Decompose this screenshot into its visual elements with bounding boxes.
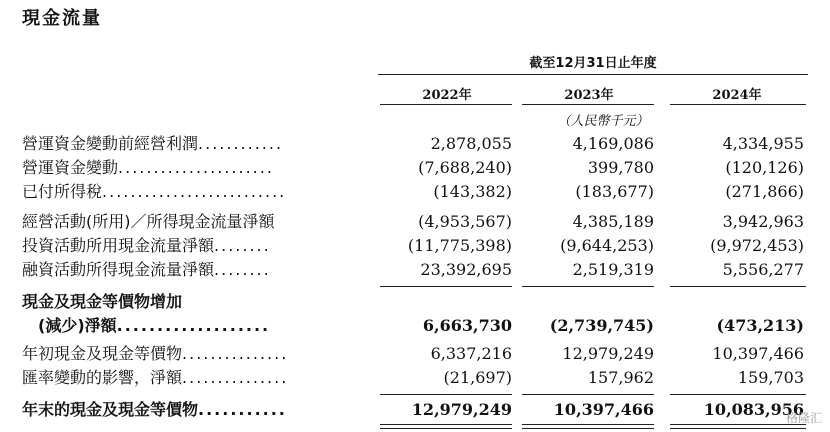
double-rule-2022 [380, 424, 512, 429]
watermark-logo: 格隆汇 [785, 411, 822, 425]
row-label: 匯率變動的影響，淨額............... [22, 368, 289, 387]
value-2022: (143,382) [433, 182, 512, 201]
table-row [0, 132, 830, 156]
net-change-label-line2: (減少)淨額................... [38, 316, 271, 335]
year-2022: 2022年 [422, 88, 472, 103]
value-2022: (21,697) [443, 368, 512, 387]
value-2023: 2,519,319 [572, 260, 654, 279]
row-label: 經營活動(所用)／所得現金流量淨額 [22, 212, 275, 231]
ending-balance-row [0, 398, 830, 422]
value-2023: 157,962 [587, 368, 654, 387]
double-rule-2023 [522, 424, 654, 429]
total-rule-2023 [522, 394, 654, 395]
table-row [0, 180, 830, 204]
value-2023: 4,385,189 [572, 212, 654, 231]
row-label: 投資活動所用現金流量淨額........ [22, 236, 271, 255]
year-underline-2022 [380, 104, 512, 105]
value-2022: 23,392,695 [420, 260, 512, 279]
value-2022: (7,688,240) [418, 158, 512, 177]
table-row [0, 234, 830, 258]
year-2023: 2023年 [564, 88, 614, 103]
value-2024: (9,972,453) [710, 236, 804, 255]
total-rule-2022 [380, 394, 512, 395]
row-label: 年初現金及現金等價物............... [22, 344, 289, 363]
row-label: 已付所得稅.......................... [22, 182, 287, 201]
year-underline-2024 [670, 104, 806, 105]
value-2024: 4,334,955 [722, 134, 804, 153]
value-2023: 12,979,249 [562, 344, 654, 363]
value-2024: 3,942,963 [722, 212, 804, 231]
value-2023: (183,677) [575, 182, 654, 201]
value-2024: (473,213) [716, 316, 804, 335]
year-underline-2023 [522, 104, 654, 105]
unit-label: （人民幣千元） [557, 114, 649, 129]
value-2022: 2,878,055 [430, 134, 512, 153]
value-2023: 4,169,086 [572, 134, 654, 153]
value-2022: (11,775,398) [407, 236, 512, 255]
value-2024: 5,556,277 [722, 260, 804, 279]
net-change-label-line1: 現金及現金等價物增加 [22, 292, 183, 311]
subtotal-rule-2022 [380, 286, 512, 287]
table-row [0, 366, 830, 390]
table-row [0, 258, 830, 282]
year-2024: 2024年 [712, 88, 762, 103]
net-change-row [0, 314, 830, 338]
value-2023: (9,644,253) [560, 236, 654, 255]
total-rule-2024 [670, 394, 806, 395]
row-label: 營運資金變動前經營利潤............ [22, 134, 284, 153]
section-title: 現金流量 [22, 8, 102, 29]
value-2023: 10,397,466 [553, 400, 654, 419]
row-label: 營運資金變動...................... [22, 158, 274, 177]
row-label: 融資活動所得現金流量淨額........ [22, 260, 271, 279]
value-2024: 10,083,956 [703, 400, 804, 419]
value-2022: (4,953,567) [418, 212, 512, 231]
value-2024: (271,866) [725, 182, 804, 201]
value-2022: 6,663,730 [422, 316, 512, 335]
value-2022: 6,337,216 [430, 344, 512, 363]
value-2024: 10,397,466 [712, 344, 804, 363]
value-2023: (2,739,745) [549, 316, 654, 335]
ending-balance-label: 年末的現金及現金等價物........... [22, 400, 287, 419]
net-change-heading-row [0, 290, 830, 314]
value-2022: 12,979,249 [411, 400, 512, 419]
subtotal-rule-2024 [670, 286, 806, 287]
subtotal-rule-2023 [522, 286, 654, 287]
value-2024: (120,126) [725, 158, 804, 177]
period-header: 截至12月31日止年度 [529, 56, 657, 71]
value-2024: 159,703 [737, 368, 804, 387]
value-2023: 399,780 [587, 158, 654, 177]
table-row [0, 156, 830, 180]
table-row [0, 342, 830, 366]
period-underline [378, 74, 808, 75]
table-row [0, 210, 830, 234]
